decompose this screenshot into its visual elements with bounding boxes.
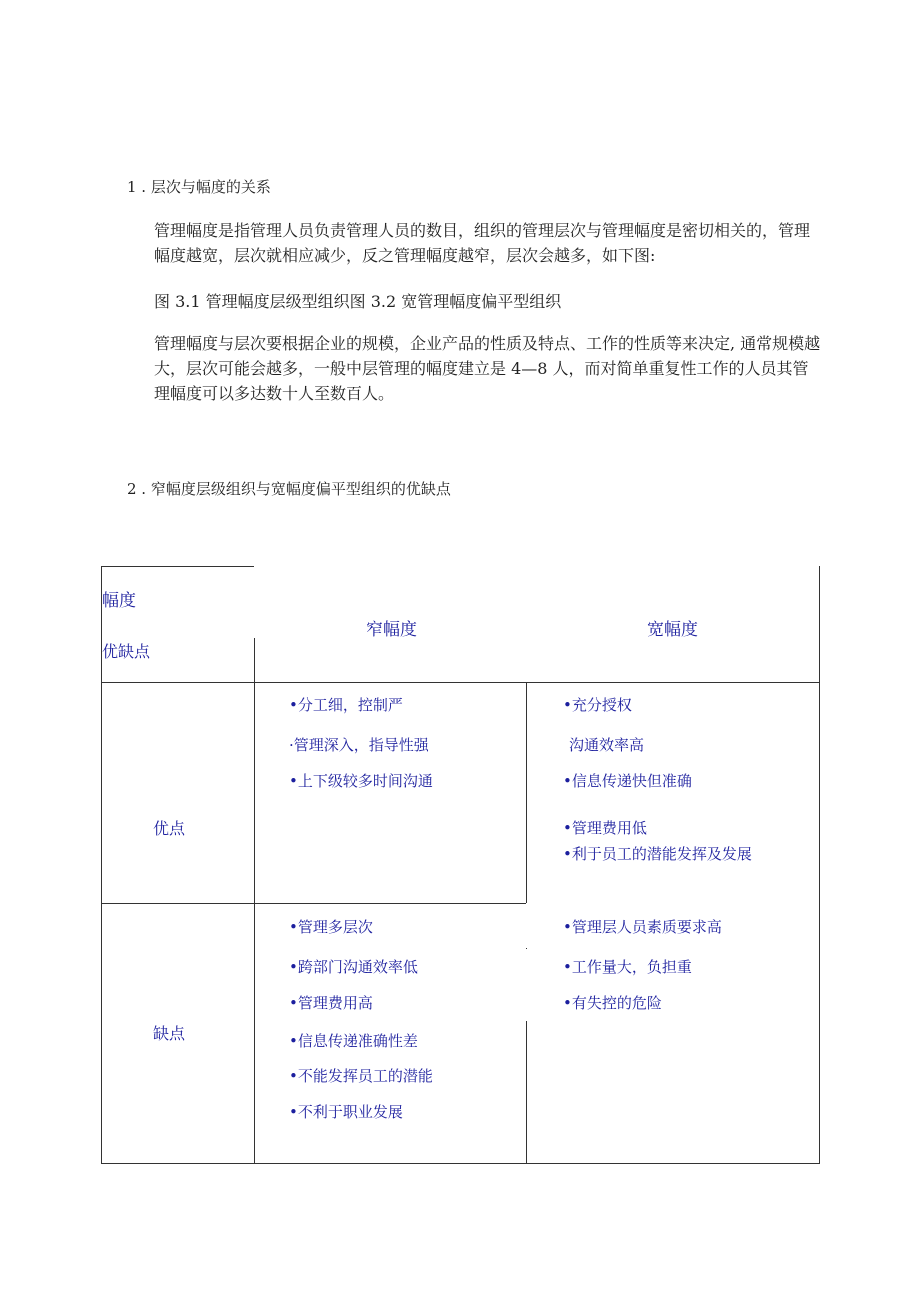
list-item: •管理多层次	[289, 918, 373, 936]
list-item: •分工细，控制严	[289, 696, 403, 714]
table-border-bottom	[101, 1163, 820, 1164]
paragraph-span-definition: 管理幅度是指管理人员负责管理人员的数目，组织的管理层次与管理幅度是密切相关的，管理幅度越宽，层次就相应减少，反之管理幅度越窄，层次会越多，如下图:	[154, 221, 811, 265]
list-item: •不能发挥员工的潜能	[289, 1067, 433, 1085]
corner-label-proscons: 优缺点	[102, 642, 151, 661]
list-item: •利于员工的潜能发挥及发展	[563, 845, 752, 863]
row-divider-left	[101, 903, 526, 904]
row-label-disadvantages: 缺点	[153, 1024, 186, 1043]
list-item: •充分授权	[563, 696, 632, 714]
column-header-narrow: 窄幅度	[366, 620, 417, 640]
row-divider-stub-lower	[526, 949, 528, 1021]
corner-label-range: 幅度	[102, 591, 136, 611]
list-item: 沟通效率高	[569, 736, 645, 754]
list-item: •跨部门沟通效率低	[289, 958, 418, 976]
row-divider-stub-upper	[526, 903, 528, 948]
list-item: •工作量大，负担重	[563, 958, 692, 976]
list-item: •上下级较多时间沟通	[289, 772, 433, 790]
section-heading-2: 2 . 窄幅度层级组织与宽幅度偏平型组织的优缺点	[127, 480, 451, 498]
label-column-divider	[254, 682, 255, 1164]
table-border-top	[101, 566, 254, 567]
list-item: •不利于职业发展	[289, 1103, 403, 1121]
figure-caption: 图 3.1 管理幅度层级型组织图 3.2 宽管理幅度偏平型组织	[154, 292, 562, 311]
list-item: •信息传递快但准确	[563, 772, 692, 790]
header-divider	[101, 682, 820, 683]
list-item: •有失控的危险	[563, 994, 662, 1012]
list-item: •管理层人员素质要求高	[563, 918, 722, 936]
section-heading-1: 1 . 层次与幅度的关系	[127, 178, 271, 196]
table-border-right	[819, 566, 820, 1164]
list-item: ·管理深入，指导性强	[289, 736, 429, 754]
row-label-advantages: 优点	[153, 819, 186, 838]
list-item: •管理费用高	[289, 994, 373, 1012]
list-item: •信息传递准确性差	[289, 1032, 418, 1050]
comparison-table	[101, 566, 821, 1164]
corner-divider	[254, 638, 255, 682]
column-header-wide: 宽幅度	[647, 620, 698, 640]
paragraph-span-factors: 管理幅度与层次要根据企业的规模，企业产品的性质及特点、工作的性质等来决定, 通常规模越大，层次可能会越多，一般中层管理的幅度建立是 4—8 人，而对简单重复性工作的人员其管理幅度可以多达数十人至数百人。	[154, 334, 821, 403]
list-item: •管理费用低	[563, 819, 647, 837]
